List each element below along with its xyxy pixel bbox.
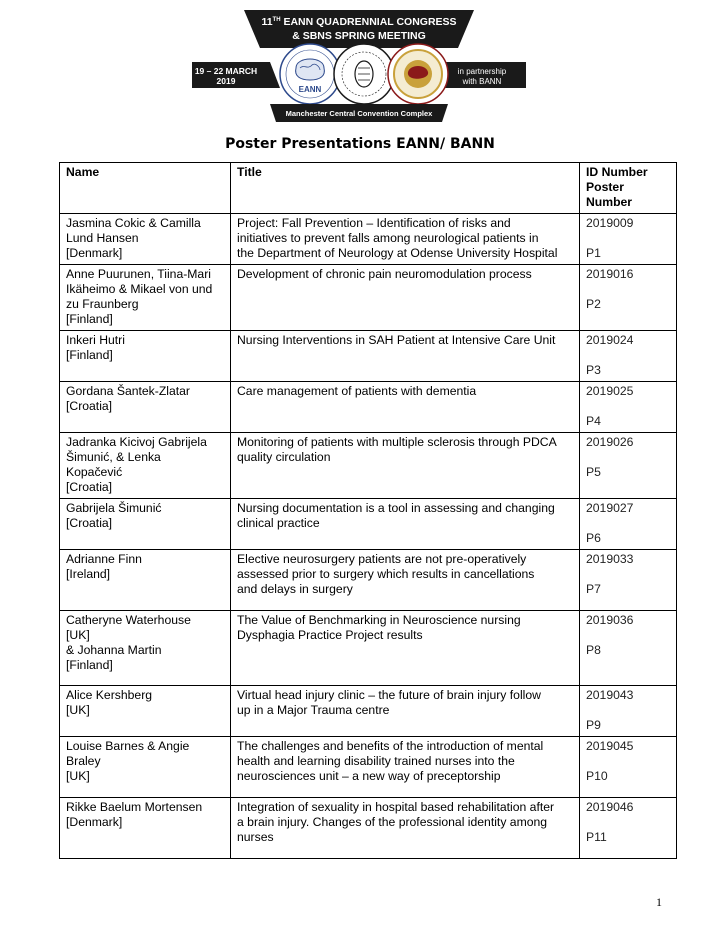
title-line: the Department of Neurology at Odense University Hospital <box>237 246 558 260</box>
header-name: Name <box>60 163 231 214</box>
cell-id <box>580 433 677 499</box>
title-line: Virtual head injury clinic – the future of brain injury follow <box>237 688 541 702</box>
page-title: Poster Presentations EANN/ BANN <box>225 136 495 152</box>
cell-id <box>580 737 677 798</box>
name-line: Gabrijela Šimunić <box>66 501 162 515</box>
poster-number: P1 <box>586 246 601 260</box>
name-line: [UK] <box>66 769 90 783</box>
name-line: Louise Barnes & Angie <box>66 739 190 753</box>
bann-logo <box>388 44 448 104</box>
table-row <box>60 686 677 737</box>
cell-title <box>231 265 580 331</box>
title-line: nurses <box>237 830 274 844</box>
id-number: 2019026 <box>586 435 634 449</box>
name-line: Gordana Šantek-Zlatar <box>66 384 190 398</box>
cell-title <box>231 433 580 499</box>
cell-name <box>60 265 231 331</box>
cell-id <box>580 798 677 859</box>
name-line: [Croatia] <box>66 480 113 494</box>
cell-id <box>580 214 677 265</box>
name-line: Jadranka Kicivoj Gabrijela <box>66 435 207 449</box>
name-line: [Denmark] <box>66 815 123 829</box>
banner-dates: 19 – 22 MARCH <box>194 66 258 76</box>
cell-title <box>231 331 580 382</box>
title-line: The challenges and benefits of the introduction of mental <box>237 739 544 753</box>
congress-banner <box>192 10 526 122</box>
cell-name <box>60 214 231 265</box>
cell-name <box>60 686 231 737</box>
title-line: up in a Major Trauma centre <box>237 703 390 717</box>
title-line: Nursing documentation is a tool in assessing and changing <box>237 501 555 515</box>
table-body <box>60 214 677 859</box>
poster-table <box>59 162 677 859</box>
table-row <box>60 382 677 433</box>
cell-title <box>231 798 580 859</box>
title-line: assessed prior to surgery which results in cancellations <box>237 567 535 581</box>
id-number: 2019024 <box>586 333 634 347</box>
header-title: Title <box>231 163 580 214</box>
banner-partner-line2: with BANN <box>462 77 502 86</box>
poster-number: P3 <box>586 363 601 377</box>
title-line: neurosciences unit – a new way of preceptorship <box>237 769 501 783</box>
id-number: 2019016 <box>586 267 634 281</box>
table-row <box>60 611 677 686</box>
name-line: Kopačević <box>66 465 123 479</box>
banner-line2: & SBNS SPRING MEETING <box>292 30 426 42</box>
id-number: 2019036 <box>586 613 634 627</box>
banner-line1-rest: EANN QUADRENNIAL CONGRESS <box>280 16 457 28</box>
name-line: zu Fraunberg <box>66 297 139 311</box>
title-line: Elective neurosurgery patients are not pre-operatively <box>237 552 527 566</box>
cell-name <box>60 382 231 433</box>
eann-logo-text: EANN <box>298 85 322 94</box>
page-number: 1 <box>656 895 662 909</box>
name-line: Lund Hansen <box>66 231 139 245</box>
header-id-number <box>580 163 677 214</box>
table-row <box>60 798 677 859</box>
cell-title <box>231 611 580 686</box>
banner-partner-line1: in partnership <box>457 67 507 76</box>
name-line: Jasmina Cokic & Camilla <box>66 216 201 230</box>
title-line: The Value of Benchmarking in Neuroscience nursing <box>237 613 521 627</box>
id-number: 2019025 <box>586 384 634 398</box>
poster-number: P7 <box>586 582 601 596</box>
cell-title <box>231 499 580 550</box>
header-id-line2: Poster <box>586 180 624 194</box>
title-line: health and learning disability trained nurses into the <box>237 754 515 768</box>
table-row <box>60 737 677 798</box>
table-row <box>60 331 677 382</box>
id-number: 2019009 <box>586 216 634 230</box>
table-row <box>60 265 677 331</box>
cell-name <box>60 737 231 798</box>
title-line: and delays in surgery <box>237 582 353 596</box>
name-line: Ikäheimo & Mikael von und <box>66 282 213 296</box>
poster-number: P10 <box>586 769 608 783</box>
title-line: Monitoring of patients with multiple sclerosis through PDCA <box>237 435 557 449</box>
header-id-line1: ID Number <box>586 165 648 179</box>
name-line: [Croatia] <box>66 399 113 413</box>
title-line: initiatives to prevent falls among neurological patients in <box>237 231 539 245</box>
cell-title <box>231 214 580 265</box>
poster-number: P5 <box>586 465 601 479</box>
cell-id <box>580 382 677 433</box>
cell-title <box>231 550 580 611</box>
name-line: [UK] <box>66 703 90 717</box>
cell-id <box>580 331 677 382</box>
cell-id <box>580 686 677 737</box>
cell-id <box>580 499 677 550</box>
name-line: Inkeri Hutri <box>66 333 125 347</box>
banner-line1-num: 11 <box>261 16 273 28</box>
name-line: Šimunić, & Lenka <box>66 450 161 464</box>
name-line: Adrianne Finn <box>66 552 142 566</box>
header-id-line3: Number <box>586 195 633 209</box>
title-line: Integration of sexuality in hospital based rehabilitation after <box>237 800 555 814</box>
cell-name <box>60 331 231 382</box>
cell-title <box>231 382 580 433</box>
banner-line1-sup: TH <box>272 17 281 23</box>
cell-title <box>231 686 580 737</box>
title-line: Project: Fall Prevention – Identification of risks and <box>237 216 511 230</box>
banner-venue: Manchester Central Convention Complex <box>285 109 433 118</box>
banner-line1 <box>261 16 456 28</box>
table-header-row <box>60 163 677 214</box>
name-line: [Denmark] <box>66 246 123 260</box>
cell-name <box>60 550 231 611</box>
cell-id <box>580 611 677 686</box>
name-line: Rikke Baelum Mortensen <box>66 800 203 814</box>
title-line: clinical practice <box>237 516 320 530</box>
id-number: 2019043 <box>586 688 634 702</box>
table-row <box>60 214 677 265</box>
id-number: 2019045 <box>586 739 634 753</box>
cell-name <box>60 798 231 859</box>
id-number: 2019046 <box>586 800 634 814</box>
name-line: [Finland] <box>66 348 113 362</box>
banner-year: 2019 <box>216 76 236 86</box>
cell-id <box>580 265 677 331</box>
title-line: Dysphagia Practice Project results <box>237 628 423 642</box>
id-number: 2019033 <box>586 552 634 566</box>
poster-number: P2 <box>586 297 601 311</box>
cell-title <box>231 737 580 798</box>
poster-number: P11 <box>586 830 607 844</box>
name-line: Alice Kershberg <box>66 688 153 702</box>
name-line: Braley <box>66 754 101 768</box>
name-line: [Ireland] <box>66 567 111 581</box>
cell-name <box>60 499 231 550</box>
id-number: 2019027 <box>586 501 634 515</box>
name-line: & Johanna Martin <box>66 643 162 657</box>
title-line: Nursing Interventions in SAH Patient at Intensive Care Unit <box>237 333 556 347</box>
name-line: [Finland] <box>66 312 113 326</box>
name-line: [UK] <box>66 628 90 642</box>
poster-number: P8 <box>586 643 601 657</box>
title-line: a brain injury. Changes of the professional identity among <box>237 815 548 829</box>
cell-name <box>60 433 231 499</box>
title-line: Care management of patients with dementia <box>237 384 477 398</box>
sbns-seal-logo <box>334 44 394 104</box>
name-line: Anne Puurunen, Tiina-Mari <box>66 267 211 281</box>
name-line: [Croatia] <box>66 516 113 530</box>
cell-id <box>580 550 677 611</box>
poster-number: P4 <box>586 414 601 428</box>
title-line: quality circulation <box>237 450 331 464</box>
table-row <box>60 550 677 611</box>
table-row <box>60 433 677 499</box>
title-line: Development of chronic pain neuromodulation process <box>237 267 532 281</box>
poster-number: P9 <box>586 718 601 732</box>
poster-number: P6 <box>586 531 601 545</box>
name-line: Catheryne Waterhouse <box>66 613 191 627</box>
eann-logo <box>280 44 340 104</box>
cell-name <box>60 611 231 686</box>
table-row <box>60 499 677 550</box>
name-line: [Finland] <box>66 658 113 672</box>
